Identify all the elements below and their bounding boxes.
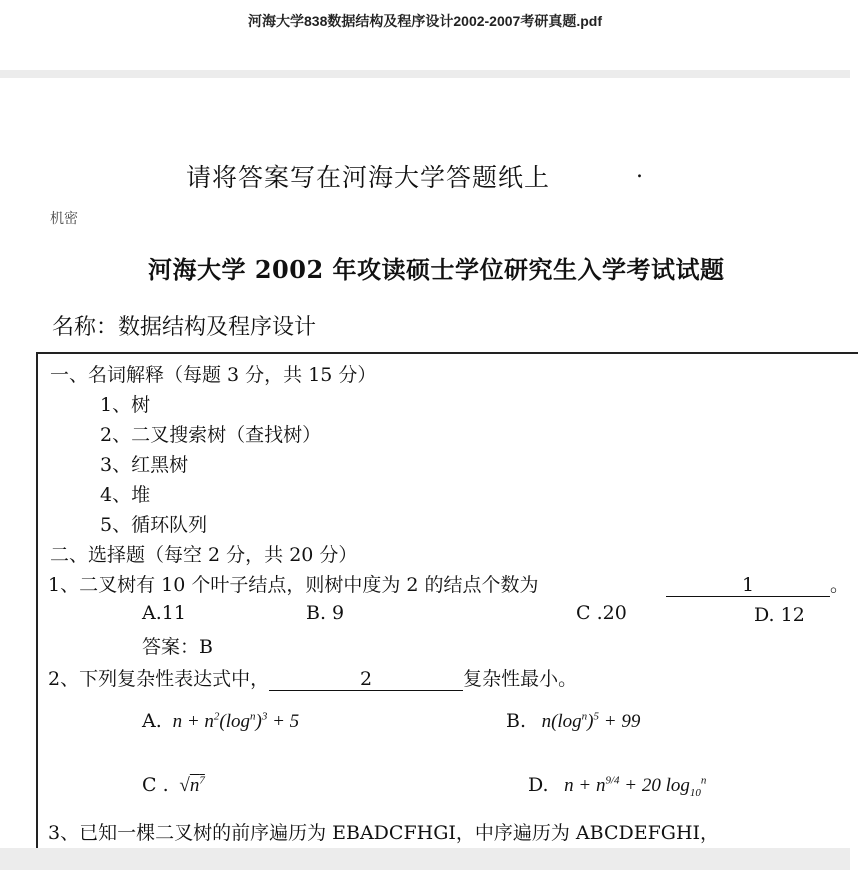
term-item: 2、二叉搜索树（查找树） [100, 424, 322, 446]
header-divider [0, 70, 850, 78]
q1-option-b: B. 9 [306, 602, 345, 624]
notice-text: 请将答案写在河海大学答题纸上 [186, 163, 551, 192]
q2-formula-b: $n(\log^n)^5 + 99$ [532, 710, 641, 732]
q1-option-c: C .20 [576, 602, 627, 624]
q2-option-b-label: B. [506, 710, 527, 732]
subject-name: 名称：数据结构及程序设计 [52, 315, 317, 340]
q3-text: 3、已知一棵二叉树的前序遍历为 EBADCFHGI，中序遍历为 ABCDEFGHI， [48, 822, 720, 844]
section1-heading: 一、名词解释（每题 3 分，共 15 分） [50, 364, 377, 386]
q2-text-before: 2、下列复杂性表达式中， [48, 668, 270, 690]
q2-option-a [142, 710, 299, 733]
q2-text [48, 664, 577, 691]
q1-end: 。 [830, 574, 850, 596]
q1-text: 1、二叉树有 10 个叶子结点，则树中度为 2 的结点个数为 [48, 574, 539, 596]
viewer-header [0, 0, 850, 70]
section2-heading: 二、选择题（每空 2 分，共 20 分） [50, 544, 358, 566]
q2-text-after: 复杂性最小。 [463, 668, 578, 690]
q2-formula-a: $n + n^2(\log^n)^3 + 5$ [167, 710, 300, 732]
q1-blank-value: 1 [666, 574, 830, 597]
q1-answer: 答案：B [142, 636, 213, 658]
q2-formula-c: $√n^7$ [174, 774, 205, 796]
document-page [0, 78, 850, 848]
file-title: 河海大学838数据结构及程序设计2002-2007考研真题.pdf [248, 13, 602, 29]
question-box [36, 352, 858, 854]
q2-option-a-label: A. [142, 710, 162, 732]
q2-formula-d: $n + n^{9/4} + 20$ $\log_{10}^n$ [554, 774, 707, 799]
viewer-footer [0, 848, 850, 870]
exam-title: 河海大学 2002 年攻读硕士学位研究生入学考试试题 [148, 255, 725, 284]
q1-blank [666, 570, 849, 597]
q2-option-d [528, 774, 706, 799]
q2-option-c [142, 774, 205, 797]
q2-option-d-label: D. [528, 774, 549, 796]
term-item: 1、树 [100, 394, 151, 416]
term-item: 4、堆 [100, 484, 151, 506]
q1-option-a: A.11 [142, 602, 186, 624]
q1-option-d: D. 12 [754, 604, 805, 626]
q2-blank-value: 2 [269, 668, 463, 691]
term-item: 5、循环队列 [100, 514, 208, 536]
q2-option-c-label: C . [142, 774, 169, 796]
secret-mark: 机密 [50, 211, 78, 227]
q2-option-b [506, 710, 640, 733]
term-item: 3、红黑树 [100, 454, 189, 476]
notice-tail: . [636, 158, 643, 183]
